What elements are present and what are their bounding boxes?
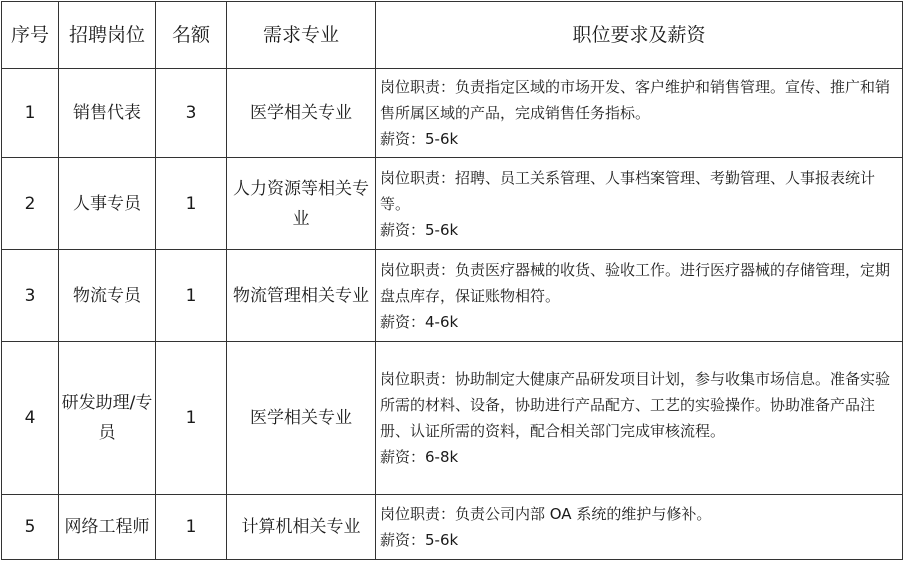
row-major: 物流管理相关专业 <box>227 250 376 342</box>
row-salary: 薪资：5-6k <box>380 531 459 549</box>
table-row <box>2 342 903 495</box>
row-requirements <box>376 342 903 495</box>
row-index: 2 <box>2 158 59 250</box>
row-major: 医学相关专业 <box>227 69 376 158</box>
table-row <box>2 495 903 560</box>
row-position: 物流专员 <box>59 250 156 342</box>
row-index: 3 <box>2 250 59 342</box>
row-requirements <box>376 158 903 250</box>
row-count: 3 <box>156 69 227 158</box>
row-requirements <box>376 495 903 560</box>
row-position: 人事专员 <box>59 158 156 250</box>
row-major: 人力资源等相关专业 <box>227 158 376 250</box>
row-major: 计算机相关专业 <box>227 495 376 560</box>
header-requirements: 职位要求及薪资 <box>376 2 903 69</box>
row-index: 1 <box>2 69 59 158</box>
recruitment-table <box>1 1 903 560</box>
row-count: 1 <box>156 342 227 495</box>
row-requirements <box>376 69 903 158</box>
header-row <box>2 2 903 69</box>
row-count: 1 <box>156 495 227 560</box>
table-row <box>2 158 903 250</box>
row-major: 医学相关专业 <box>227 342 376 495</box>
row-position: 网络工程师 <box>59 495 156 560</box>
table-row <box>2 69 903 158</box>
row-salary: 薪资：5-6k <box>380 130 459 148</box>
row-index: 5 <box>2 495 59 560</box>
header-index: 序号 <box>2 2 59 69</box>
header-position: 招聘岗位 <box>59 2 156 69</box>
row-count: 1 <box>156 250 227 342</box>
row-duty: 岗位职责：负责指定区域的市场开发、客户维护和销售管理。宣传、推广和销售所属区域的产品，完成销售任务指标。 <box>380 78 891 122</box>
row-count: 1 <box>156 158 227 250</box>
row-position: 研发助理/专员 <box>59 342 156 495</box>
row-salary: 薪资：4-6k <box>380 312 459 331</box>
row-duty: 岗位职责：负责公司内部 OA 系统的维护与修补。 <box>380 505 712 523</box>
row-salary: 薪资：6-8k <box>380 448 459 466</box>
header-major: 需求专业 <box>227 2 376 69</box>
row-index: 4 <box>2 342 59 495</box>
row-duty: 岗位职责：协助制定大健康产品研发项目计划，参与收集市场信息。准备实验所需的材料、设备，协助进行产品配方、工艺的实验操作。协助准备产品注册、认证所需的资料，配合相关部门完成审核流程。 <box>380 370 891 440</box>
table-row <box>2 250 903 342</box>
header-count: 名额 <box>156 2 227 69</box>
row-duty: 岗位职责：招聘、员工关系管理、人事档案管理、考勤管理、人事报表统计等。 <box>380 168 876 213</box>
row-requirements <box>376 250 903 342</box>
row-position: 销售代表 <box>59 69 156 158</box>
row-duty: 岗位职责：负责医疗器械的收货、验收工作。进行医疗器械的存储管理，定期盘点库存，保证账物相符。 <box>380 260 891 305</box>
row-salary: 薪资：5-6k <box>380 220 459 239</box>
